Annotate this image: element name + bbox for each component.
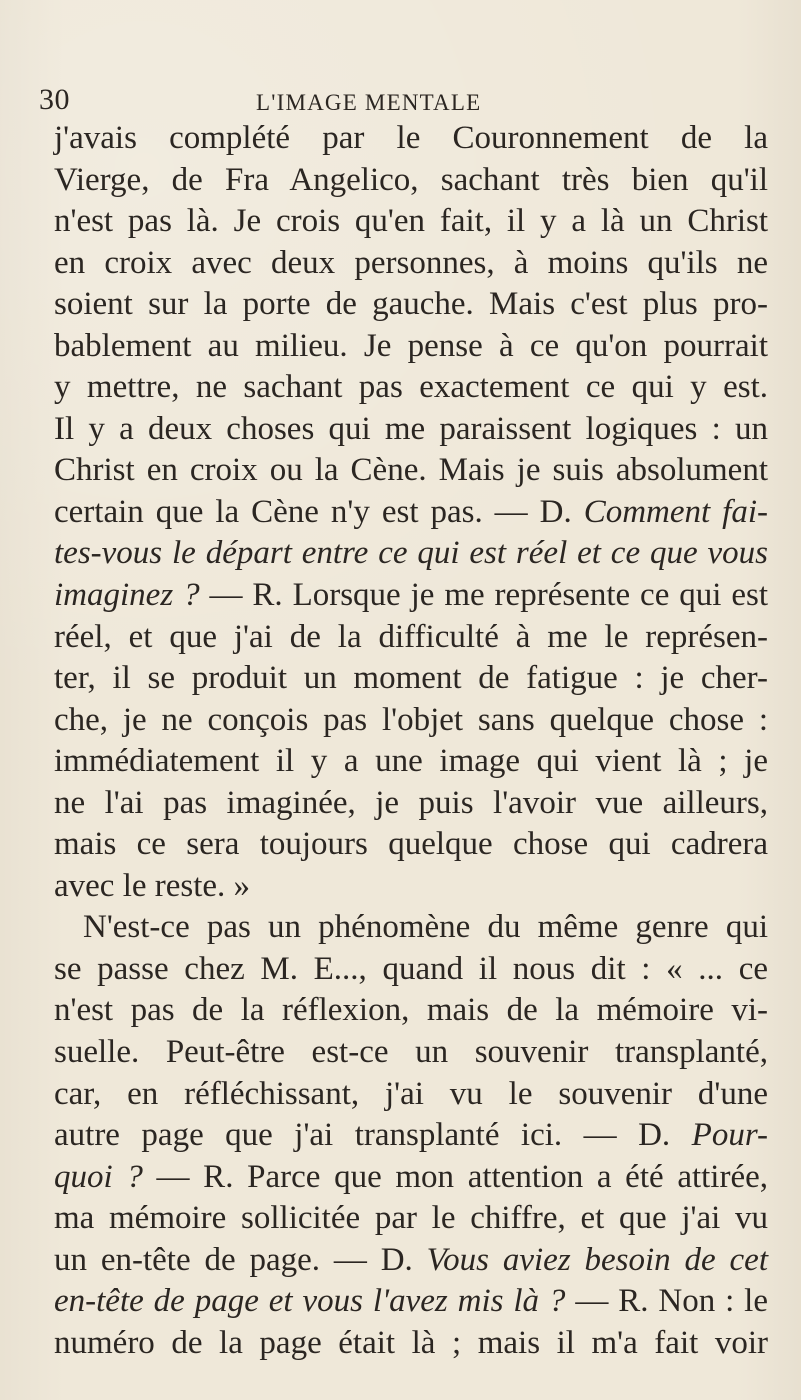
body-text bbox=[54, 118, 768, 1364]
text-line: quoi ? — R. Parce que mon attention a été attirée, bbox=[54, 1158, 768, 1195]
text-line: mais ce sera toujours quelque chose qui cadrera bbox=[54, 826, 768, 863]
text-line: ne l'ai pas imaginée, je puis l'avoir vue ailleurs, bbox=[54, 784, 768, 821]
text-line: suelle. Peut-être est-ce un souvenir transplanté, bbox=[54, 1034, 768, 1071]
text-line: car, en réfléchissant, j'ai vu le souvenir d'une bbox=[54, 1075, 768, 1112]
text-line: bablement au milieu. Je pense à ce qu'on pourrait bbox=[54, 327, 768, 364]
text-line: imaginez ? — R. Lorsque je me représente ce qui est bbox=[54, 577, 768, 614]
text-line: Il y a deux choses qui me paraissent logiques : un bbox=[54, 410, 768, 447]
text-line: réel, et que j'ai de la difficulté à me le représen- bbox=[54, 618, 768, 655]
text-line: en-tête de page et vous l'avez mis là ? — R. Non : le bbox=[54, 1283, 768, 1320]
text-line: n'est pas de la réflexion, mais de la mémoire vi- bbox=[54, 992, 768, 1029]
text-line: y mettre, ne sachant pas exactement ce qui y est. bbox=[54, 369, 768, 406]
text-line: autre page que j'ai transplanté ici. — D. Pour- bbox=[54, 1117, 768, 1154]
text-line: ma mémoire sollicitée par le chiffre, et que j'ai vu bbox=[54, 1200, 768, 1237]
text-line: tes-vous le départ entre ce qui est réel et ce que vous bbox=[54, 535, 768, 572]
text-line: n'est pas là. Je crois qu'en fait, il y a là un Christ bbox=[54, 203, 768, 240]
text-line: un en-tête de page. — D. Vous aviez besoin de cet bbox=[54, 1241, 768, 1278]
text-line: soient sur la porte de gauche. Mais c'est plus pro- bbox=[54, 286, 768, 323]
text-line: se passe chez M. E..., quand il nous dit : « ... ce bbox=[54, 950, 768, 987]
text-line: numéro de la page était là ; mais il m'a fait voir bbox=[54, 1324, 768, 1361]
text-line: certain que la Cène n'y est pas. — D. Comment fai- bbox=[54, 493, 768, 530]
text-line: j'avais complété par le Couronnement de la bbox=[54, 120, 768, 156]
text-line: N'est-ce pas un phénomène du même genre qui bbox=[83, 909, 768, 946]
text-line: en croix avec deux personnes, à moins qu'ils ne bbox=[54, 244, 768, 281]
text-line: che, je ne conçois pas l'objet sans quelque chose : bbox=[54, 701, 768, 738]
text-line: Vierge, de Fra Angelico, sachant très bien qu'il bbox=[54, 161, 768, 198]
text-line: avec le reste. » bbox=[54, 867, 251, 904]
text-line: Christ en croix ou la Cène. Mais je suis absolument bbox=[54, 452, 768, 489]
text-line: ter, il se produit un moment de fatigue : je cher- bbox=[54, 660, 768, 697]
running-title: L'IMAGE MENTALE bbox=[256, 90, 482, 115]
page-number: 30 bbox=[39, 83, 70, 116]
text-line: immédiatement il y a une image qui vient là ; je bbox=[54, 743, 768, 780]
